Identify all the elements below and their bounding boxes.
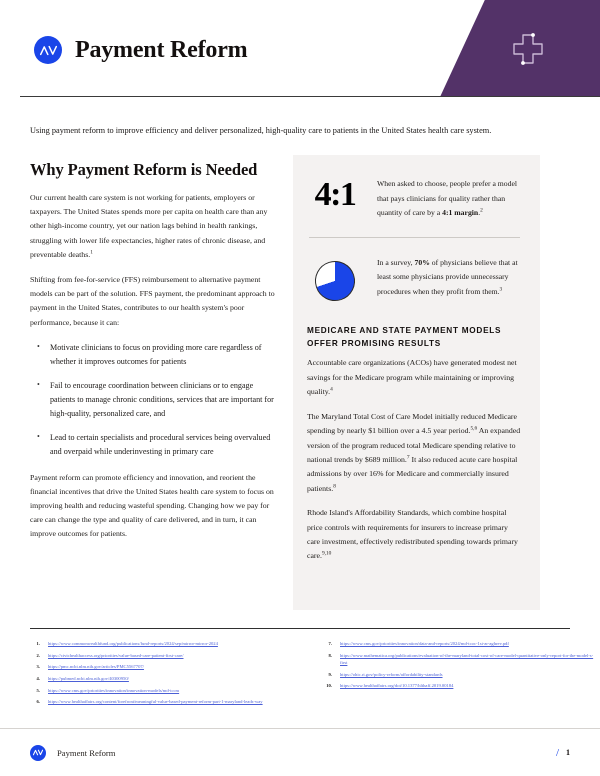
left-paragraph-3: Payment reform can promote efficiency and innovation, and reorient the financial incentives that drive the United States health care system to focus on improving health and reducing wasteful spending. Changing how we pay for care can change the type and quality of care delivered, and in turn, it can improve outcomes for patients. [30,472,274,539]
footnote-item [30,698,302,705]
page-number: 1 [566,748,570,757]
footnote-number: 7. [328,641,332,647]
footnote-number: 4. [36,676,40,682]
stat-text-pie-bold: 70% [414,258,430,268]
footnote-ref-1: 1 [90,249,93,256]
footnote-ref-3: 3 [499,285,503,292]
footer-title: Payment Reform [57,747,116,758]
footnote-link[interactable]: https://civichealthaccess.org/priorities/value-based-care-patient-first-care/ [48,652,184,658]
footer-pagination [556,747,570,759]
footnote-number: 9. [328,671,332,677]
page-header [0,0,600,97]
header-divider [20,96,600,97]
footnote-number: 8. [328,652,332,658]
footnote-number: 2. [36,652,40,658]
intro-paragraph: Using payment reform to improve efficiency and deliver personalized, high-quality care to patients in the United States health care system. [30,126,492,135]
footnote-link[interactable]: https://www.healthaffairs.org/content/forefront/meaningful-value-based-payment-reform-part-1-maryland-leads-way [48,699,263,705]
footnote-number: 5. [36,687,40,693]
footnotes-column-left [30,640,302,710]
footnote-link[interactable]: https://www.healthaffairs.org/doi/10.1377/hlthaff.2019.00184 [340,683,454,689]
medical-cross-icon [511,32,545,66]
panel-paragraph-2a: The Maryland Total Cost of Care Model initially reduced Medicare spending by nearly $1 billion over a 4.5 year period. [307,411,517,436]
footnote-ref-8: 8 [333,483,336,490]
footnote-ref-4: 4 [330,386,333,393]
footnote-item [322,652,594,666]
list-item: • Fail to encourage coordination between clinicians or to engage patients to manage chronic conditions, services that are important for high-quality, personalized care, and [30,379,275,422]
footer-separator: / [555,746,559,759]
stat-value-ratio: 4:1 [314,176,356,214]
list-item: • Lead to certain specialists and procedural services being overvalued and overpaid while underinvesting in primary care [30,431,275,460]
footnote-item [322,671,594,678]
footnote-item [30,652,302,659]
footnote-item [30,687,302,694]
stat-text-ratio-bold: 4:1 margin [442,207,479,217]
stat-text-pie-before: In a survey, [377,258,415,268]
footnote-ref-5-6: 5,6 [470,425,478,432]
stat-divider [309,237,520,238]
footnote-item [322,682,594,689]
footnote-link[interactable]: https://www.commonwealthfund.org/publications/fund-reports/2024/sep/mirror-mirror-2024 [48,641,218,647]
page-title: Payment Reform [75,36,248,63]
footnote-item [30,640,302,647]
footnote-ref-9-10: 9,10 [321,550,332,557]
panel-paragraph-2c: It also reduced acute care hospital admissions by over 16% for Medicare and commercially insured patients. [307,454,518,493]
footnote-item [30,663,302,670]
page-footer [0,728,600,776]
left-paragraph-2: Shifting from fee-for-service (FFS) reimbursement to alternative payment models can be part of the solution. FFS payment, the predominant approach to payment in the United States, contributes to our health system's poor performance, because it can: [30,275,275,327]
stat-callout-pie [307,254,522,301]
panel-paragraph-1-text: Accountable care organizations (ACOs) have generated modest net savings for the Medicare program while maintaining or improving quality. [307,358,517,397]
footnotes-section [0,629,600,710]
section-heading: Why Payment Reform is Needed [30,160,258,180]
footnotes-column-right [322,640,594,710]
footnote-number: 6. [36,699,40,705]
stat-text-ratio-before: When asked to choose, people prefer a model that pays clinicians for quality rather than quantity of care by a [377,179,518,217]
list-item: • Motivate clinicians to focus on providing more care regardless of whether it improves outcomes for patients [30,341,275,370]
footnote-ref-7: 7 [406,454,410,461]
panel-paragraph-2 [307,410,522,497]
stat-text-pie-after: of physicians believe that at least some physicians provide unnecessary procedures when they profit from them. [377,258,518,296]
av-monogram-logo-icon [30,745,46,761]
stat-text-pie [377,254,522,299]
footnote-link[interactable]: https://pmc.ncbi.nlm.nih.gov/articles/PMC5567707/ [48,664,144,670]
footnote-number: 3. [36,664,40,670]
footnote-number: 10. [326,683,332,689]
panel-paragraph-1 [307,356,522,399]
stat-callout-ratio [307,175,522,220]
footer-brand [30,745,115,761]
stat-text-ratio-after: . [478,207,481,217]
panel-paragraph-2b: An expanded version of the program reduced total Medicare spending relative to national trends by $689 million. [307,426,521,464]
two-column-layout [30,160,570,610]
left-paragraph-1 [30,191,275,262]
footnote-ref-2: 2 [480,207,483,214]
footnote-link[interactable]: https://pubmed.ncbi.nlm.nih.gov/40300950/ [48,676,129,682]
footnote-item [30,675,302,682]
header-brand [34,36,247,64]
right-statistics-panel [293,155,540,610]
pie-chart-icon [310,256,360,306]
footnote-link[interactable]: https://ohic.ri.gov/policy-reform/affordability-standards [340,671,443,677]
footnote-item [322,640,594,647]
ffs-problems-list [30,341,275,460]
footnote-link[interactable]: https://www.cms.gov/priorities/innovation/innovation-models/md-tccm [48,687,180,693]
left-paragraph-1-text: Our current health care system is not working for patients, employers or taxpayers. The United States spends more per capita on health care than any other high-income country, yet our nation lags behind in health rankings, struggling with lower life expectancies, higher rates of chronic disease, and preventable deaths. [30,193,268,259]
stat-text-ratio [377,175,522,220]
footnote-number: 1. [36,641,40,647]
av-monogram-logo-icon [34,36,62,64]
footnote-link[interactable]: https://www.mathematica.org/publications/evaluation-of-the-maryland-total-cost-of-care-model-quantitative-only-report-for-the-model-s-first [340,652,594,665]
left-column [30,160,293,552]
panel-heading: MEDICARE AND STATE PAYMENT MODELS OFFER PROMISING RESULTS [307,326,502,348]
panel-paragraph-3-text: Rhode Island's Affordability Standards, which combine hospital price controls with requirements for insurers to increase primary care investment, effectively redistributed spending towards primary care. [307,508,518,561]
footnote-link[interactable]: https://www.cms.gov/priorities/innovation/data-and-reports/2024/md-tcoc-1st-ar-aghrev.pdf [340,641,509,647]
panel-paragraph-3 [307,506,522,564]
document-content [0,124,600,610]
pie-chart-wrapper [307,254,363,301]
